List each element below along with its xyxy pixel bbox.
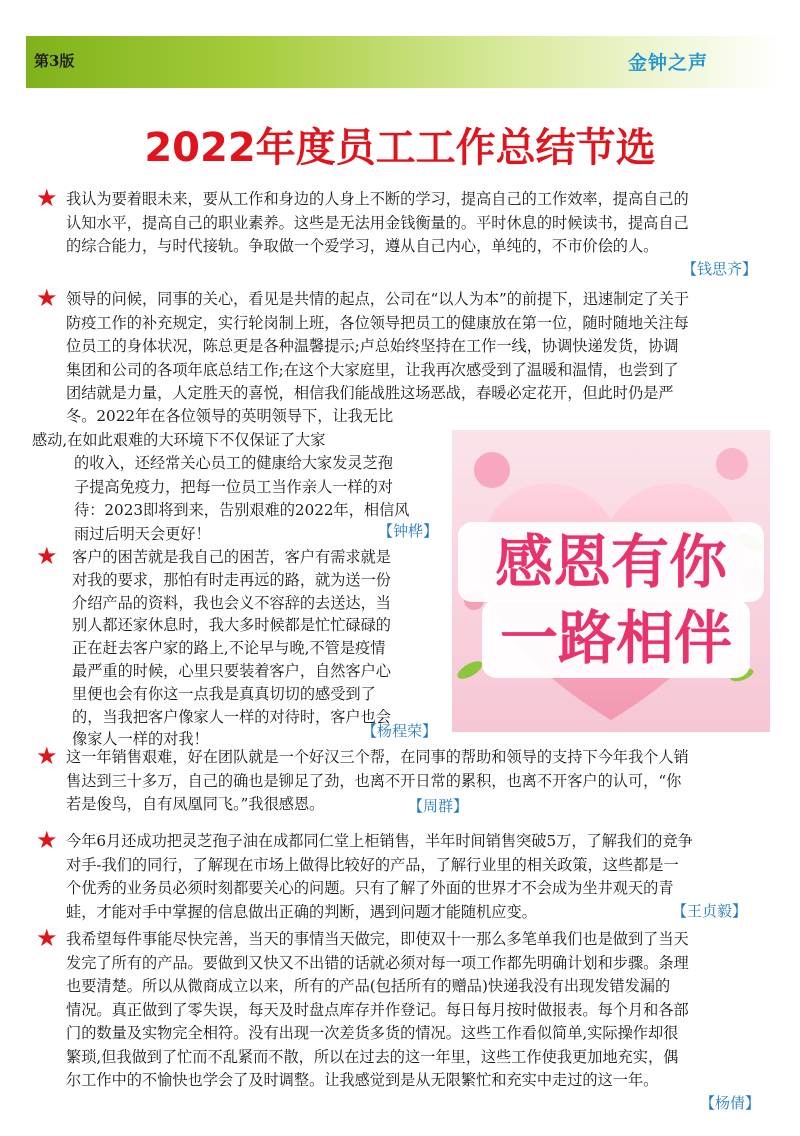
entry-line: 蛙，才能对手中掌握的信息做出正确的判断，遇到问题才能随机应变。: [66, 902, 537, 921]
heart-banner-graphic: [452, 430, 770, 732]
entry-zhong-hua: [66, 288, 772, 406]
red-star-icon: ★: [36, 742, 58, 770]
entry-line: 我希望每件事能尽快完善，当天的事情当天做完，即使双十一那么多笔单我们也是做到了当天: [66, 930, 689, 948]
entry-line: 的收入，还经常关心员工的健康给大家发灵芝孢: [74, 454, 393, 472]
signature: 【钟桦】: [378, 522, 439, 540]
entry-line: 我认为要着眼未来，要从工作和身边的人身上不断的学习，提高自己的工作效率，提高自己的: [66, 190, 689, 208]
decorative-banner-image: [452, 430, 770, 732]
entry-line: 售达到三十多万，自己的确也是铆足了劲，也离不开日常的累积，也离不开客户的认可，“你: [66, 771, 682, 790]
entry-line: 这一年销售艰难，好在团队就是一个好汉三个帮，在同事的帮助和领导的支持下今年我个人销: [66, 748, 689, 766]
entry-line: 领导的问候，同事的关心，看见是共情的起点，公司在“以人为本”的前提下，迅速制定了关于: [66, 290, 690, 308]
entry-line: 情况。真正做到了零失误，每天及时盘点库存并作登记。每日每月按时做报表。每个月和各部: [66, 1000, 689, 1019]
entry-line: 别人都还家休息时，我大多时候都是忙忙碌碌的: [72, 616, 391, 635]
entry-line: 对我的要求，那怕有时走再远的路，就为送一份: [72, 570, 391, 589]
entry-line: 待：2023即将到来，告别艰难的2022年，相信风: [74, 501, 410, 519]
entry-line: 的综合能力，与时代接轨。争取做一个爱学习，遵从自己内心，单纯的，不市价侩的人。: [66, 237, 659, 255]
signature: 【周群】: [408, 797, 469, 815]
red-star-icon: ★: [36, 542, 58, 570]
red-star-icon: ★: [36, 826, 58, 854]
entry-line: 若是俊鸟，自有凤凰同飞。”我很感恩。: [66, 795, 325, 813]
banner-text-line1: 感恩有你: [494, 528, 728, 596]
entry-yang-qian: [66, 928, 772, 1093]
entry-line: 认知水平，提高自己的职业素养。这些是无法用金钱衡量的。平时休息的时候读书，提高自己: [66, 213, 689, 232]
entry-line: 子提高免疫力，把每一位员工当作亲人一样的对: [74, 477, 393, 496]
red-star-icon: ★: [36, 924, 58, 952]
entry-line: 像家人一样的对我！: [72, 730, 209, 749]
banner-text-line2: 一路相伴: [499, 604, 733, 672]
signature: 【杨程荣】: [362, 722, 438, 740]
signature: 【王贞毅】: [672, 902, 748, 920]
red-star-icon: ★: [36, 284, 58, 312]
entry-line: 里便也会有你这一点我是真真切切的感受到了: [72, 684, 376, 703]
entry-line: 今年6月还成功把灵芝孢子油在成都同仁堂上柜销售，半年时间销售突破5万，了解我们的竞争: [66, 832, 693, 850]
entry-line: 雨过后明天会更好！: [74, 524, 211, 543]
page-title: 2022年度员工工作总结节选: [144, 125, 656, 171]
entry-line: 个优秀的业务员必须时刻都要关心的问题。只有了解了外面的世界才不会成为坐井观天的青: [66, 879, 674, 897]
entry-line: 尔工作中的不愉快也学会了及时调整。让我感觉到是从无限繁忙和充实中走过的这一年。: [66, 1071, 659, 1089]
signature: 【钱思齐】: [682, 260, 758, 278]
signature: 【杨倩】: [700, 1094, 761, 1112]
entry-line: 团结就是力量，人定胜天的喜悦，相信我们能战胜这场恶战，春暖必定花开，但此时仍是严: [66, 384, 674, 402]
entry-line: 发完了所有的产品。要做到又快又不出错的话就必须对每一项工作都先明确计划和步骤。条理: [66, 953, 689, 972]
entry-line: 防疫工作的补充规定，实行轮岗制上班，各位领导把员工的健康放在第一位，随时随地关注每: [66, 313, 689, 332]
entry-line: 正在赶去客户家的路上,不论早与晚,不管是疫情: [72, 639, 386, 658]
entry-line: 最严重的时候，心里只要装着客户，自然客户心: [72, 661, 391, 680]
entry-line: 位员工的身体状况，陈总更是各种温馨提示;卢总始终坚持在工作一线，协调快递发货，协调: [66, 337, 679, 355]
issue-label: 第3版: [34, 52, 75, 70]
entry-line: 客户的困苦就是我自己的困苦，客户有需求就是: [72, 548, 391, 566]
entry-line: 的，当我把客户像家人一样的对待时，客户也会: [72, 707, 391, 726]
entry-qian-siqi: [66, 188, 772, 259]
column-name: 金钟之声: [628, 52, 709, 74]
entry-line: 冬。2022年在各位领导的英明领导下，让我无比: [66, 407, 394, 425]
entry-line: 对手-我们的同行，了解现在市场上做得比较好的产品，了解行业里的相关政策，这些都是一: [66, 855, 679, 874]
entry-line: 介绍产品的资料，我也会义不容辞的去送达，当: [72, 593, 391, 612]
entry-wang-zhenyi: [66, 830, 772, 924]
red-star-icon: ★: [36, 184, 58, 212]
entry-line: 也要清楚。所以从微商成立以来，所有的产品(包括所有的赠品)快递我没有出现发错发漏的: [66, 977, 671, 995]
entry-line: 门的数量及实物完全相符。没有出现一次差货多货的情况。这些工作看似简单,实际操作却很: [66, 1024, 679, 1042]
entry-line: 感动,在如此艰难的大环境下不仅保证了大家: [32, 430, 326, 449]
entry-line: 繁琐,但我做到了忙而不乱紧而不散，所以在过去的这一年里，这些工作使我更加地充实，偶: [66, 1047, 679, 1066]
entry-line: 集团和公司的各项年底总结工作;在这个大家庭里，让我再次感受到了温暖和温情，也尝到了: [66, 360, 679, 379]
